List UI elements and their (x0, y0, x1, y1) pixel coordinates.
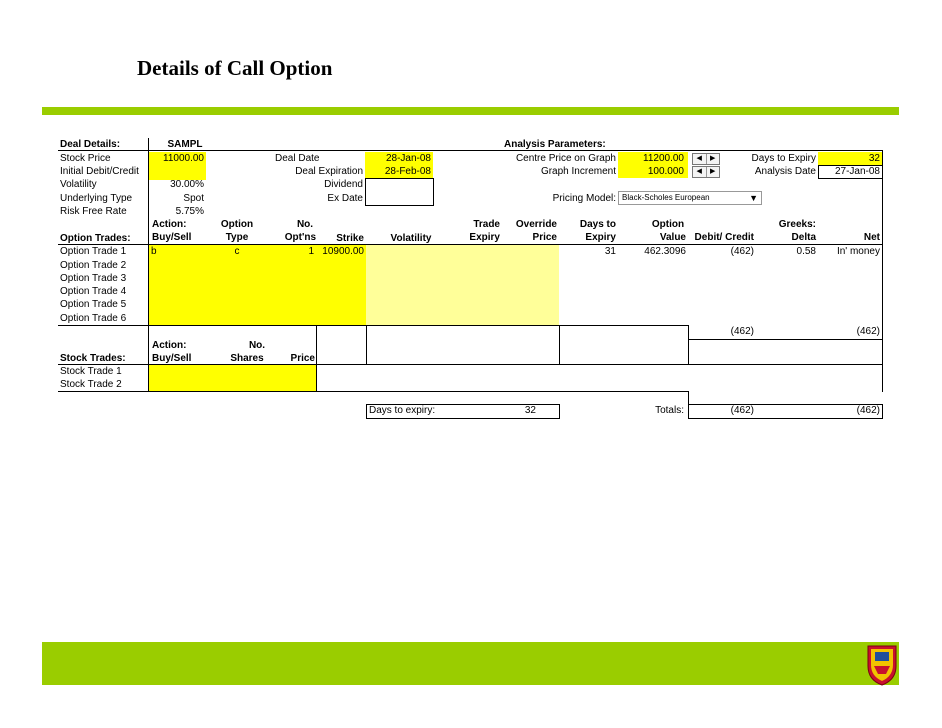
rfr-value: 5.75% (175, 206, 204, 217)
stock-action-header: Buy/Sell (152, 353, 192, 364)
trade-top: Trade (473, 219, 500, 230)
option-value: 462.3096 (644, 246, 686, 257)
centre-spinner[interactable] (692, 153, 720, 165)
analysis-date-label: Analysis Date (754, 166, 816, 177)
override-header: Price (532, 232, 557, 243)
override-top: Override (515, 219, 557, 230)
subtotal-net: (462) (856, 326, 880, 337)
stock-inputs-bg (148, 365, 316, 391)
greeks-header: Greeks: (778, 219, 816, 230)
subtotal-debit: (462) (730, 326, 754, 337)
days-expiry-label: Days to expiry: (369, 405, 436, 416)
deal-date-field[interactable]: 28-Jan-08 (385, 153, 431, 164)
option-days-value: 31 (604, 246, 616, 257)
underlying-value: Spot (183, 193, 204, 204)
action-header: Buy/Sell (152, 232, 192, 243)
centre-field[interactable]: 11200.00 (643, 153, 684, 164)
spin-right-icon[interactable]: ▶ (707, 167, 720, 177)
underlying-label: Underlying Type (60, 193, 133, 204)
deal-code: SAMPL (167, 139, 203, 150)
rule-option-header (58, 244, 883, 245)
expiration-label: Deal Expiration (295, 166, 363, 177)
col-divider (688, 391, 689, 405)
stock-price-field[interactable]: 11000.00 (163, 153, 204, 164)
debit-header: Debit/ Credit (694, 232, 754, 243)
option-trades-label: Option Trades: (60, 233, 131, 244)
option-num-field[interactable]: 1 (308, 246, 314, 257)
col-divider (559, 325, 560, 365)
dividend-label: Dividend (324, 179, 363, 190)
stock-row-label: Stock Trade 2 (60, 379, 122, 390)
col-divider (882, 150, 883, 392)
volatility-header: Volatility (390, 233, 432, 244)
action-top: Action: (152, 219, 187, 230)
totals-label: Totals: (655, 405, 684, 416)
num-header: Opt'ns (284, 232, 316, 243)
rule-subtotal (688, 339, 883, 340)
option-debit: (462) (730, 246, 754, 257)
pricing-label: Pricing Model: (552, 193, 616, 204)
strike-header: Strike (336, 233, 364, 244)
type-top: Option (220, 219, 254, 230)
rfr-label: Risk Free Rate (60, 206, 127, 217)
shares-header: Shares (230, 353, 264, 364)
trade-header: Expiry (469, 232, 500, 243)
deal-details-label: Deal Details: (60, 139, 121, 150)
option-delta: 0.58 (796, 246, 816, 257)
option-row-label: Option Trade 5 (60, 299, 127, 310)
centre-label: Centre Price on Graph (515, 153, 616, 164)
spin-left-icon[interactable]: ◀ (693, 167, 707, 177)
totals-debit: (462) (730, 405, 754, 416)
pricing-model-select[interactable] (618, 191, 762, 205)
exdate-label: Ex Date (327, 193, 363, 204)
type-header: Type (225, 232, 249, 243)
volatility-value: 30.00% (170, 179, 204, 190)
dropdown-arrow-icon[interactable]: ▼ (749, 193, 758, 203)
stock-trades-label: Stock Trades: (60, 353, 126, 364)
delta-header: Delta (791, 232, 816, 243)
increment-field[interactable]: 100.000 (647, 166, 684, 177)
col-divider (148, 138, 149, 392)
option-action-field[interactable]: b (151, 246, 157, 257)
days-label: Days to Expiry (751, 153, 816, 164)
pricing-model-value: Black-Scholes European (622, 193, 710, 202)
crest-logo-icon (866, 644, 898, 686)
option-row-label: Option Trade 1 (60, 246, 127, 257)
option-vol-bg (366, 245, 559, 325)
rule-option-end (58, 325, 688, 326)
net-header: Net (863, 232, 880, 243)
option-strike-field[interactable]: 10900.00 (322, 246, 364, 257)
days-top: Days to (579, 219, 616, 230)
days-expiry-value: 32 (524, 405, 536, 416)
deal-date-label: Deal Date (275, 153, 320, 164)
increment-spinner[interactable] (692, 166, 720, 178)
option-row-label: Option Trade 6 (60, 313, 127, 324)
option-net: In' money (836, 246, 880, 257)
stock-row-label: Stock Trade 1 (60, 366, 122, 377)
volatility-label: Volatility (60, 179, 97, 190)
increment-label: Graph Increment (540, 166, 616, 177)
spin-right-icon[interactable]: ▶ (707, 154, 720, 164)
page-title: Details of Call Option (137, 56, 333, 80)
dividend-box[interactable] (365, 178, 434, 206)
spin-left-icon[interactable]: ◀ (693, 154, 707, 164)
footer-bar (42, 642, 899, 685)
expiration-field[interactable]: 28-Feb-08 (384, 166, 431, 177)
option-type-field[interactable]: c (234, 246, 240, 257)
option-row-label: Option Trade 3 (60, 273, 127, 284)
value-top: Option (651, 219, 685, 230)
days-field[interactable]: 32 (868, 153, 880, 164)
analysis-date-box (818, 165, 883, 179)
price-header: Price (290, 353, 315, 364)
days-header: Expiry (585, 232, 616, 243)
col-divider (316, 325, 317, 391)
initial-label: Initial Debit/Credit (60, 166, 139, 177)
header-bar (42, 107, 899, 115)
analysis-date-value: 27-Jan-08 (834, 166, 880, 177)
option-row-label: Option Trade 2 (60, 260, 127, 271)
rule-stock-end (58, 391, 688, 392)
totals-net: (462) (856, 405, 880, 416)
value-header: Value (659, 232, 686, 243)
analysis-label: Analysis Parameters: (504, 139, 606, 150)
option-row-label: Option Trade 4 (60, 286, 127, 297)
stock-price-label: Stock Price (60, 153, 111, 164)
stock-num-top: No. (248, 340, 266, 351)
stock-action-top: Action: (152, 340, 187, 351)
col-divider (366, 325, 367, 365)
num-top: No. (296, 219, 314, 230)
